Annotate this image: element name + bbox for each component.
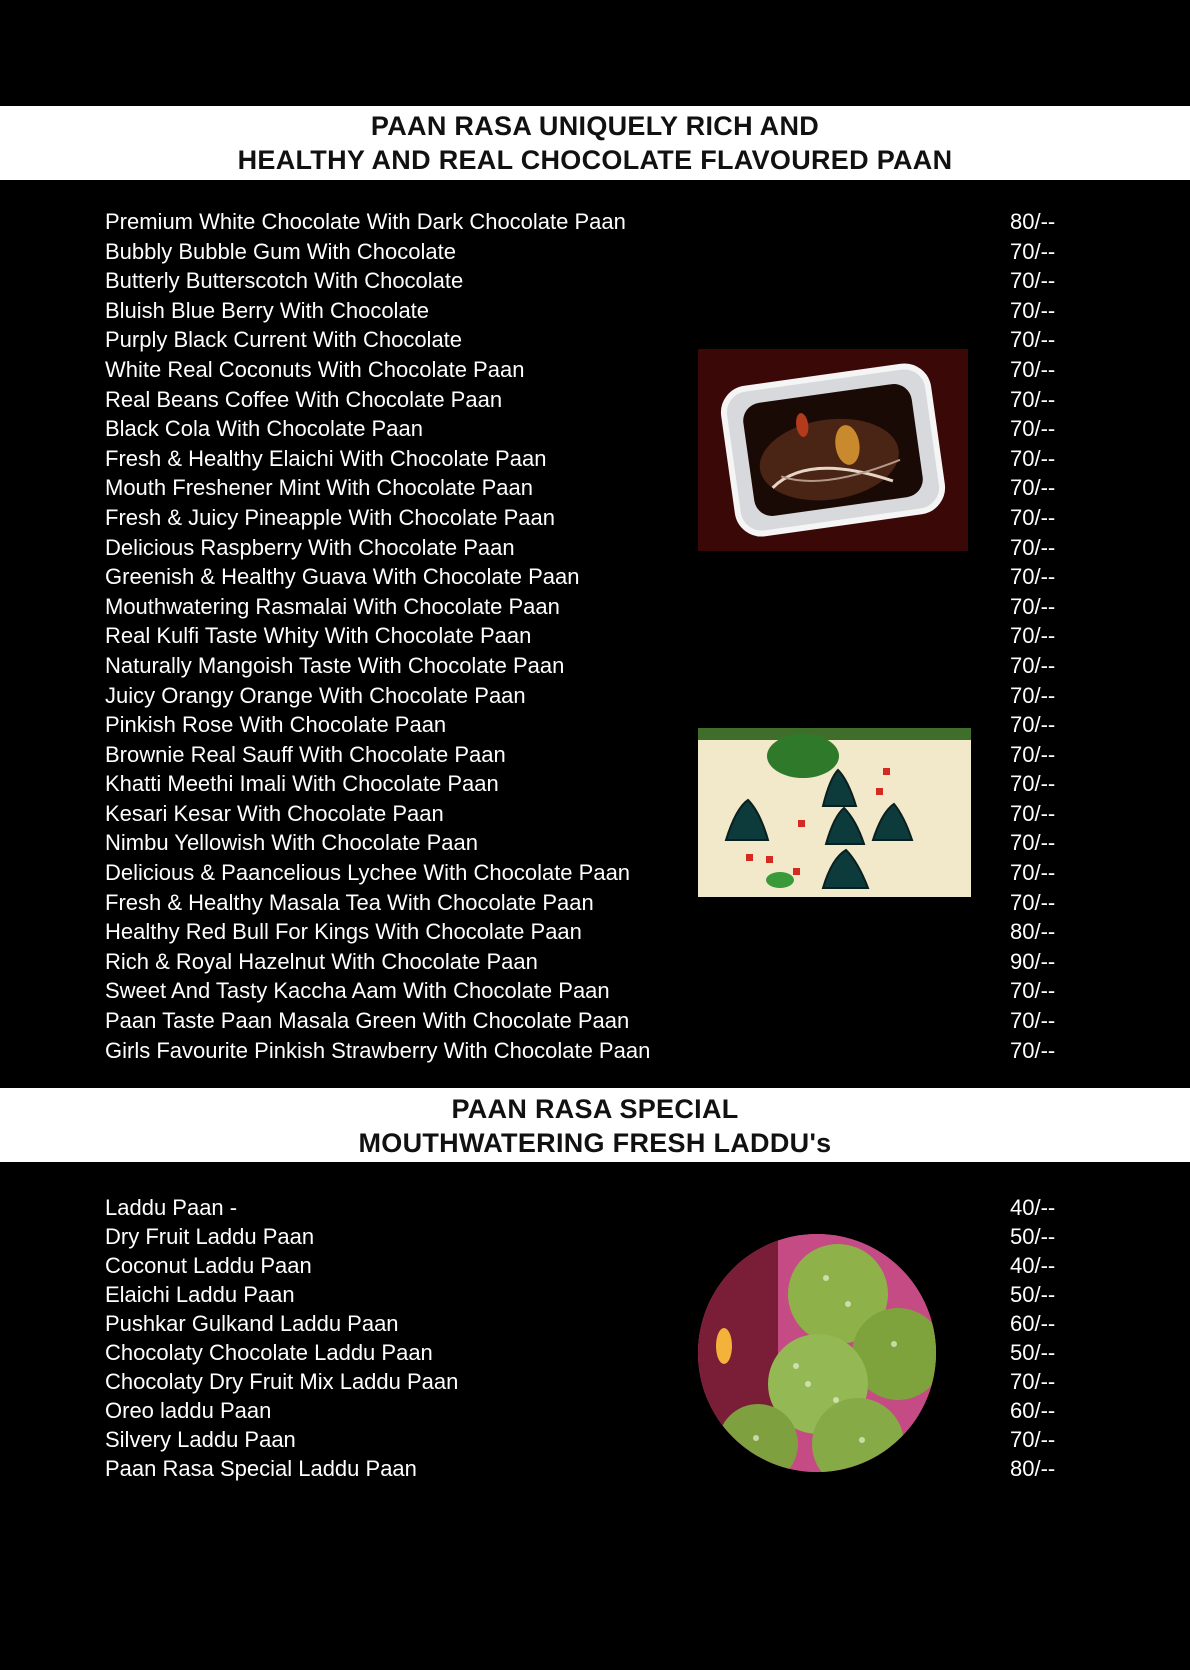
menu-item-name: Coconut Laddu Paan — [105, 1253, 312, 1278]
menu-item — [105, 651, 1065, 681]
menu-item-name: Dry Fruit Laddu Paan — [105, 1224, 315, 1249]
menu-item-price: 70/-- — [1010, 830, 1056, 856]
menu-item-name: White Real Coconuts With Chocolate Paan — [105, 356, 525, 382]
menu-item-name: Delicious & Paancelious Lychee With Chocolate Paan — [105, 860, 631, 886]
menu-item — [105, 1036, 1065, 1066]
menu-item — [105, 681, 1065, 711]
menu-item — [105, 621, 1065, 651]
menu-item-price: 70/-- — [1010, 712, 1056, 738]
menu-item-name: Rich & Royal Hazelnut With Chocolate Paan — [105, 948, 538, 974]
menu-item-name: Black Cola With Chocolate Paan — [105, 416, 423, 442]
menu-item — [105, 592, 1065, 622]
section-banner-laddu — [0, 1088, 1190, 1162]
section-title-line-2: HEALTHY AND REAL CHOCOLATE FLAVOURED PAAN — [237, 145, 953, 175]
menu-item-name: Oreo laddu Paan — [105, 1398, 272, 1423]
menu-item-price: 70/-- — [1010, 504, 1056, 530]
chocolate-modak-paan-photo — [698, 728, 971, 897]
menu-item-price: 40/-- — [1010, 1253, 1056, 1278]
menu-item-price: 60/-- — [1010, 1398, 1056, 1423]
menu-item — [105, 296, 1065, 326]
menu-item-price: 70/-- — [1010, 1037, 1056, 1063]
menu-item-price: 70/-- — [1010, 356, 1056, 382]
menu-item — [105, 237, 1065, 267]
menu-item — [105, 1396, 1065, 1425]
menu-item-price: 50/-- — [1010, 1282, 1056, 1307]
menu-item-price: 80/-- — [1010, 919, 1056, 945]
menu-item-price: 70/-- — [1010, 1008, 1056, 1034]
menu-item-name: Real Kulfi Taste Whity With Chocolate Paan — [105, 623, 532, 649]
menu-item-price: 70/-- — [1010, 978, 1056, 1004]
menu-item-name: Mouth Freshener Mint With Chocolate Paan — [105, 475, 533, 501]
menu-item-name: Paan Taste Paan Masala Green With Chocolate Paan — [105, 1008, 630, 1034]
menu-item-name: Elaichi Laddu Paan — [105, 1282, 295, 1307]
menu-item-price: 50/-- — [1010, 1224, 1056, 1249]
menu-item-name: Delicious Raspberry With Chocolate Paan — [105, 534, 515, 560]
menu-item — [105, 1338, 1065, 1367]
menu-item-price: 70/-- — [1010, 534, 1056, 560]
menu-item-name: Brownie Real Sauff With Chocolate Paan — [105, 741, 506, 767]
menu-item — [105, 1367, 1065, 1396]
menu-item-price: 70/-- — [1010, 475, 1056, 501]
menu-item-name: Khatti Meethi Imali With Chocolate Paan — [105, 771, 499, 797]
menu-item-name: Real Beans Coffee With Chocolate Paan — [105, 386, 503, 412]
menu-item-name: Paan Rasa Special Laddu Paan — [105, 1456, 417, 1481]
laddu-paan-menu-list — [105, 1193, 1065, 1483]
menu-item — [105, 562, 1065, 592]
section-title-line-1: PAAN RASA SPECIAL — [451, 1094, 739, 1124]
menu-item-price: 70/-- — [1010, 682, 1056, 708]
menu-item-price: 70/-- — [1010, 416, 1056, 442]
menu-item-price: 70/-- — [1010, 800, 1056, 826]
menu-item-name: Naturally Mangoish Taste With Chocolate Paan — [105, 652, 565, 678]
menu-item-name: Chocolaty Dry Fruit Mix Laddu Paan — [105, 1369, 459, 1394]
menu-item-price: 70/-- — [1010, 771, 1056, 797]
menu-item — [105, 1222, 1065, 1251]
menu-item — [105, 1280, 1065, 1309]
menu-item-price: 70/-- — [1010, 652, 1056, 678]
menu-item-name: Fresh & Healthy Masala Tea With Chocolate Paan — [105, 889, 594, 915]
menu-item-name: Mouthwatering Rasmalai With Chocolate Paan — [105, 593, 560, 619]
menu-item-price: 70/-- — [1010, 386, 1056, 412]
menu-item-price: 70/-- — [1010, 860, 1056, 886]
menu-item-price: 70/-- — [1010, 889, 1056, 915]
menu-item-price: 70/-- — [1010, 1369, 1056, 1394]
menu-item-name: Purply Black Current With Chocolate — [105, 327, 463, 353]
menu-item-price: 70/-- — [1010, 445, 1056, 471]
menu-item — [105, 266, 1065, 296]
menu-item-name: Juicy Orangy Orange With Chocolate Paan — [105, 682, 526, 708]
menu-item-price: 90/-- — [1010, 948, 1056, 974]
menu-item-name: Fresh & Juicy Pineapple With Chocolate Paan — [105, 504, 556, 530]
menu-item-name: Pushkar Gulkand Laddu Paan — [105, 1311, 399, 1336]
menu-item — [105, 207, 1065, 237]
menu-item-name: Chocolaty Chocolate Laddu Paan — [105, 1340, 433, 1365]
menu-item-price: 50/-- — [1010, 1340, 1056, 1365]
menu-item-name: Sweet And Tasty Kaccha Aam With Chocolate Paan — [105, 978, 610, 1004]
chocolate-paan-menu-list — [105, 207, 1065, 1065]
menu-item-price: 70/-- — [1010, 297, 1056, 323]
menu-item-price: 70/-- — [1010, 741, 1056, 767]
menu-item-name: Premium White Chocolate With Dark Chocolate Paan — [105, 209, 626, 234]
section-title-line-1: PAAN RASA UNIQUELY RICH AND — [370, 111, 820, 141]
menu-item-name: Healthy Red Bull For Kings With Chocolate Paan — [105, 919, 582, 945]
menu-item-name: Butterly Butterscotch With Chocolate — [105, 268, 464, 294]
menu-item-price: 70/-- — [1010, 268, 1056, 294]
menu-item-name: Bluish Blue Berry With Chocolate — [105, 297, 430, 323]
menu-item-name: Greenish & Healthy Guava With Chocolate Paan — [105, 564, 580, 590]
menu-item-name: Girls Favourite Pinkish Strawberry With Chocolate Paan — [105, 1037, 651, 1063]
menu-item — [105, 1251, 1065, 1280]
menu-item-price: 70/-- — [1010, 1427, 1056, 1452]
menu-item — [105, 976, 1065, 1006]
chocolate-paan-tray-photo — [698, 349, 968, 551]
menu-item-name: Bubbly Bubble Gum With Chocolate — [105, 238, 456, 264]
menu-item-name: Nimbu Yellowish With Chocolate Paan — [105, 830, 478, 856]
section-banner-chocolate-paan — [0, 106, 1190, 180]
menu-item — [105, 917, 1065, 947]
menu-item-price: 70/-- — [1010, 238, 1056, 264]
menu-item-name: Fresh & Healthy Elaichi With Chocolate Paan — [105, 445, 547, 471]
menu-item — [105, 1309, 1065, 1338]
menu-item — [105, 1193, 1065, 1222]
menu-item-price: 70/-- — [1010, 564, 1056, 590]
menu-item-price: 80/-- — [1010, 1456, 1056, 1481]
menu-item — [105, 1425, 1065, 1454]
menu-item-price: 60/-- — [1010, 1311, 1056, 1336]
menu-item-price: 70/-- — [1010, 327, 1056, 353]
menu-item — [105, 1006, 1065, 1036]
menu-item-name: Pinkish Rose With Chocolate Paan — [105, 712, 447, 738]
menu-item-price: 70/-- — [1010, 623, 1056, 649]
menu-item — [105, 947, 1065, 977]
menu-item-price: 70/-- — [1010, 593, 1056, 619]
menu-item-name: Laddu Paan - — [105, 1195, 238, 1220]
menu-item-price: 40/-- — [1010, 1195, 1056, 1220]
menu-item-name: Kesari Kesar With Chocolate Paan — [105, 800, 444, 826]
section-title-line-2: MOUTHWATERING FRESH LADDU's — [358, 1128, 832, 1158]
menu-item-price: 80/-- — [1010, 209, 1056, 234]
menu-item — [105, 1454, 1065, 1483]
menu-item-name: Silvery Laddu Paan — [105, 1427, 296, 1452]
